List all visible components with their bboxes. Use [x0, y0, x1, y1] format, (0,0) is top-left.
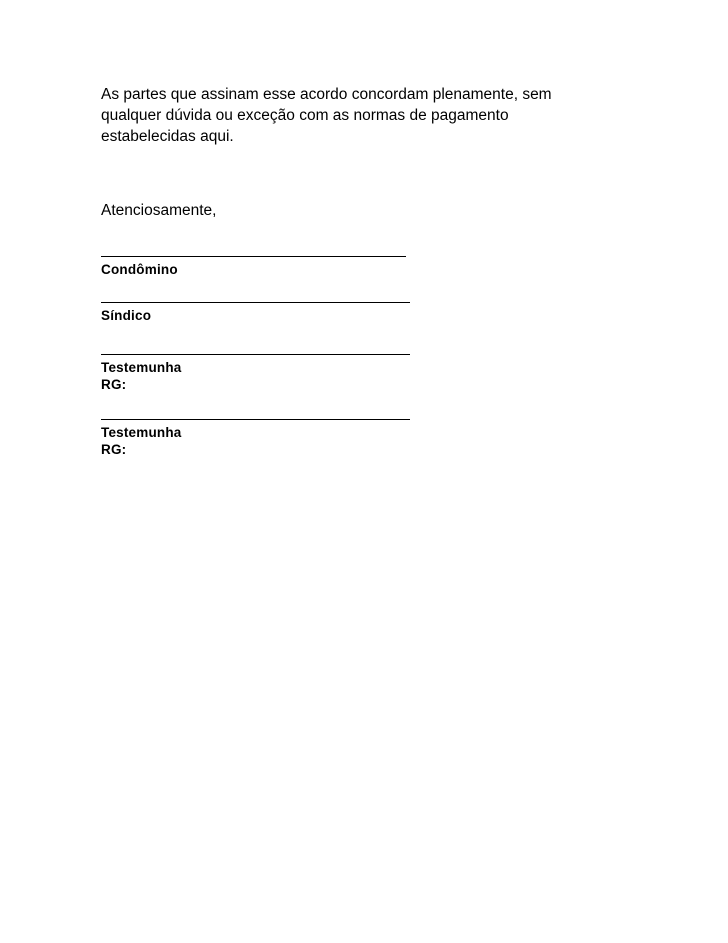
rg-label: RG: [101, 377, 127, 392]
signature-role-label: Testemunha [101, 425, 182, 440]
signature-role-label: Testemunha [101, 360, 182, 375]
closing-salutation: Atenciosamente, [101, 202, 217, 219]
signature-line [101, 256, 406, 257]
signature-role-label: Síndico [101, 308, 152, 323]
signature-line [101, 354, 410, 355]
signature-line [101, 302, 410, 303]
signature-block-condomino [101, 256, 421, 278]
signature-role-label: Condômino [101, 262, 178, 277]
signature-block-sindico [101, 302, 421, 324]
rg-label: RG: [101, 442, 127, 457]
signature-block-witness-1 [101, 354, 421, 393]
signature-block-witness-2 [101, 419, 421, 458]
agreement-paragraph: As partes que assinam esse acordo concordam plenamente, sem qualquer dúvida ou exceção com as normas de pagamento estabelecidas aqui. [101, 86, 552, 145]
signature-line [101, 419, 410, 420]
